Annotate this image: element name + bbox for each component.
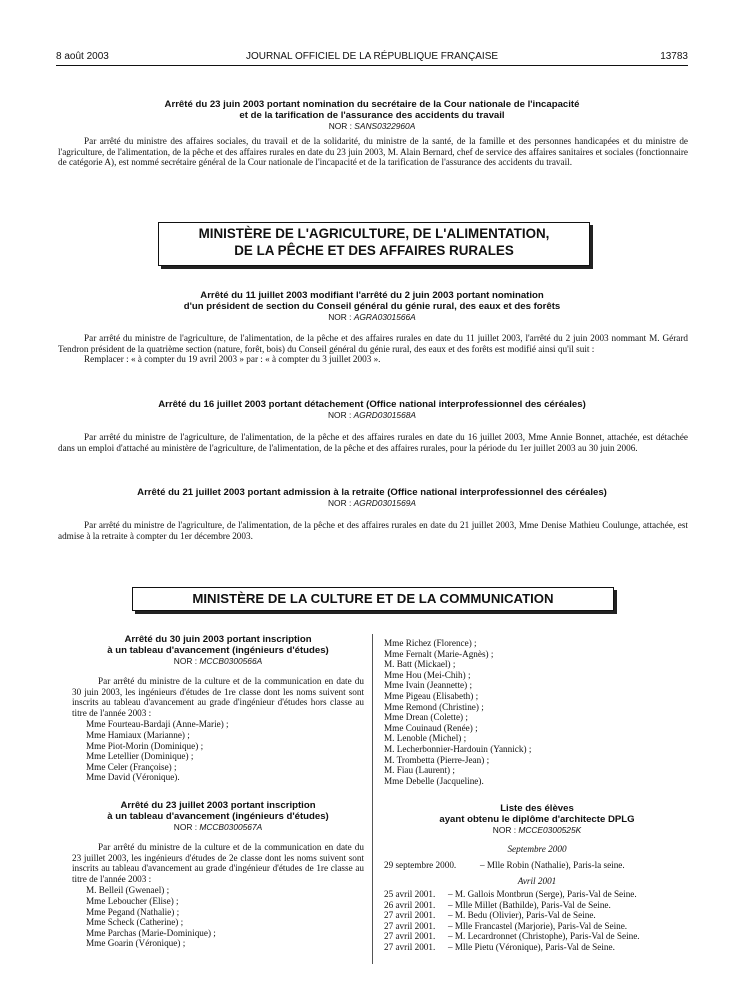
nor-code: AGRD0301569A <box>353 498 416 508</box>
arrete-2-title-line-2: d'un président de section du Conseil général du génie rural, des eaux et des forêts <box>183 301 561 312</box>
header-page-number: 13783 <box>660 51 688 62</box>
list-item: Mme Letellier (Dominique) ; <box>86 751 194 762</box>
left-arrete-2-name-list <box>72 885 364 949</box>
nor-label: NOR : <box>173 656 198 666</box>
list-item: Mme Fernalt (Marie-Agnès) ; <box>384 648 494 659</box>
list-item: Mme Ivain (Jeannette) ; <box>384 680 473 691</box>
arrete-2-body <box>58 333 688 365</box>
list-item: Mme Hou (Mei-Chih) ; <box>384 669 471 680</box>
arrete-3-nor <box>60 410 684 421</box>
entry-text: – Mlle Robin (Nathalie), Paris-la seine. <box>480 859 625 870</box>
list-item: M. Belleil (Gwenael) ; <box>86 885 170 896</box>
list-item: Mme Richez (Florence) ; <box>384 638 477 648</box>
left-arrete-2-title-line-1: Arrêté du 23 juillet 2003 portant inscription <box>120 799 316 811</box>
nor-label: NOR : <box>328 312 352 322</box>
running-header <box>56 51 688 65</box>
list-item: M. Trombetta (Pierre-Jean) ; <box>384 754 490 765</box>
arrete-1-paragraph: Par arrêté du ministre des affaires sociales, du travail et de la solidarité, du ministre de la santé, de la famille et des personnes handicapées et du ministre de l'agriculture, de l'alimentation, de la pêche et des affaires rurales en date du 23 juin 2003, M. Alain Bernard, chef de service des affaires sanitaires et sociales (fonctionnaire de catégorie A), est nommé secrétaire général de la Cour nationale de l'incapacité et de la tarification de l'assurance des accidents du travail. <box>58 136 688 168</box>
ministry-agriculture-box <box>158 222 590 266</box>
nor-label: NOR : <box>328 121 352 131</box>
arrete-4 <box>60 487 684 509</box>
list-item: M. Batt (Mickael) ; <box>384 659 456 670</box>
arrete-1-title-line-2: et de la tarification de l'assurance des accidents du travail <box>239 110 505 121</box>
ministry-agriculture-line-2: DE LA PÊCHE ET DES AFFAIRES RURALES <box>234 243 514 258</box>
list-item <box>384 900 690 911</box>
ministry-culture-title: MINISTÈRE DE LA CULTURE ET DE LA COMMUNICATION <box>192 591 554 606</box>
nor-label: NOR : <box>328 498 352 508</box>
list-item: Mme Pegand (Nathalie) ; <box>86 906 180 917</box>
left-arrete-1-nor <box>72 656 364 667</box>
entry-date: 29 septembre 2000. <box>384 859 457 870</box>
left-arrete-2-paragraph: Par arrêté du ministre de la culture et de la communication en date du 23 juillet 2003, les ingénieurs d'études de 2e classe dont les noms suivent sont inscrits au tableau d'avancement au grade d'ingénieur d'études de 1re classe au titre de l'année 2003 : <box>72 841 364 884</box>
list-item: M. Lenoble (Michel) ; <box>384 733 467 744</box>
nor-label: NOR : <box>173 821 198 832</box>
liste-title-line-1: Liste des élèves <box>500 803 574 815</box>
entry-text: – Mlle Pietu (Véronique), Paris-Val de Seine. <box>448 942 615 953</box>
arrete-1-title-line-1: Arrêté du 23 juin 2003 portant nomination du secrétaire de la Cour nationale de l'incapacité <box>164 99 580 110</box>
left-arrete-2-body <box>72 842 364 884</box>
left-arrete-1 <box>72 634 364 667</box>
entry-text: – M. Gallois Montbrun (Serge), Paris-Val de Seine. <box>448 889 637 900</box>
column-divider <box>372 634 373 964</box>
liste-title-line-2: ayant obtenu le diplôme d'architecte DPLG <box>439 814 635 826</box>
liste-architectes <box>384 803 690 836</box>
header-journal-title: JOURNAL OFFICIEL DE LA RÉPUBLIQUE FRANÇAISE <box>245 51 499 62</box>
arrete-4-paragraph: Par arrêté du ministre de l'agriculture, de l'alimentation, de la pêche et des affaires rurales en date du 21 juillet 2003, Mme Denise Mathieu Coulunge, attachée, est admise à la retraite à compter du 1er décembre 2003. <box>58 520 688 541</box>
left-arrete-1-title-line-2: à un tableau d'avancement (ingénieurs d'études) <box>107 645 329 656</box>
entry-date: 25 avril 2001. <box>384 889 436 900</box>
entry-text: – Mlle Francastel (Marjorie), Paris-Val de Seine. <box>448 920 628 931</box>
entry-text: – Mlle Millet (Bathilde), Paris-Val de Seine. <box>448 899 611 910</box>
ministry-agriculture-line-1: MINISTÈRE DE L'AGRICULTURE, DE L'ALIMENTATION, <box>198 226 550 241</box>
arrete-2 <box>60 290 684 323</box>
list-item <box>384 860 690 871</box>
list-item: Mme Celer (Françoise) ; <box>86 761 177 772</box>
liste-nor <box>384 825 690 836</box>
list-item <box>384 910 690 921</box>
arrete-1 <box>60 99 684 132</box>
list-item: Mme Scheck (Catherine) ; <box>86 917 184 928</box>
arrete-3-paragraph: Par arrêté du ministre de l'agriculture, de l'alimentation, de la pêche et des affaires rurales en date du 16 juillet 2003, Mme Annie Bonnet, attachée, est détachée dans un emploi d'attaché au ministère de l'agriculture, de l'alimentation, de la pêche et des affaires rurales, pour la période du 1er juillet 2003 au 30 juin 2006. <box>58 432 688 453</box>
header-rule <box>56 65 688 66</box>
nor-code: AGRA0301566A <box>353 312 416 322</box>
header-date: 8 août 2003 <box>56 51 109 62</box>
right-column <box>384 638 690 953</box>
list-item: Mme Couinaud (Renée) ; <box>384 722 478 733</box>
left-arrete-2-title-line-2: à un tableau d'avancement (ingénieurs d'études) <box>107 810 329 822</box>
left-column <box>72 634 364 949</box>
nor-code: MCCB0300566A <box>199 656 263 666</box>
left-arrete-1-body <box>72 676 364 718</box>
entry-text: – M. Lecardronnet (Christophe), Paris-Val de Seine. <box>448 931 640 942</box>
nor-code: AGRD0301568A <box>353 410 416 420</box>
arrete-2-paragraph-2: Remplacer : « à compter du 19 avril 2003 » par : « à compter du 3 juillet 2003 ». <box>84 354 381 365</box>
month-heading-april-2001: Avril 2001 <box>517 875 557 886</box>
list-item: Mme Drean (Colette) ; <box>384 712 468 723</box>
arrete-3 <box>60 399 684 421</box>
arrete-2-paragraph: Par arrêté du ministre de l'agriculture, de l'alimentation, de la pêche et des affaires rurales en date du 11 juillet 2003, l'arrêté du 2 juin 2003 nommant M. Gérard Tendron président de la quatrième section (nature, forêt, bois) du Conseil général du génie rural, des eaux et des forêts est modifié ainsi qu'il suit : <box>58 333 688 354</box>
list-item: Mme David (Véronique). <box>86 772 180 783</box>
arrete-4-nor <box>60 498 684 509</box>
left-arrete-1-title-line-1: Arrêté du 30 juin 2003 portant inscription <box>124 634 312 645</box>
left-arrete-2-nor <box>72 822 364 833</box>
month-heading-september-2000: Septembre 2000 <box>507 844 567 855</box>
left-arrete-1-paragraph: Par arrêté du ministre de la culture et de la communication en date du 30 juin 2003, les ingénieurs d'études de 1re classe dont les noms suivent sont inscrits au tableau d'avancement au grade d'ingénieur d'études hors classe au titre de l'année 2003 : <box>72 676 364 718</box>
list-item: Mme Remond (Christine) ; <box>384 701 484 712</box>
list-item: Mme Debelle (Jacqueline). <box>384 775 484 786</box>
list-item: Mme Fourteau-Bardaji (Anne-Marie) ; <box>86 719 229 730</box>
entry-date: 27 avril 2001. <box>384 942 436 953</box>
liste-entries <box>384 844 690 952</box>
list-item: Mme Piot-Morin (Dominique) ; <box>86 740 204 751</box>
list-item <box>384 921 690 932</box>
arrete-1-nor <box>60 121 684 132</box>
entry-date: 26 avril 2001. <box>384 899 436 910</box>
arrete-4-title: Arrêté du 21 juillet 2003 portant admission à la retraite (Office national interprofessionnel des céréales) <box>137 487 607 498</box>
entry-date: 27 avril 2001. <box>384 920 436 931</box>
ministry-culture-box <box>132 587 614 611</box>
list-item: Mme Parchas (Marie-Dominique) ; <box>86 927 216 938</box>
arrete-2-nor <box>60 312 684 323</box>
nor-code: MCCE0300525K <box>518 825 582 836</box>
list-item <box>384 942 690 953</box>
arrete-1-body <box>58 136 688 168</box>
arrete-3-body <box>58 432 688 453</box>
entry-date: 27 avril 2001. <box>384 931 436 942</box>
list-item: Mme Pigeau (Elisabeth) ; <box>384 690 479 701</box>
arrete-2-title-line-1: Arrêté du 11 juillet 2003 modifiant l'arrêté du 2 juin 2003 portant nomination <box>200 290 544 301</box>
list-item: Mme Leboucher (Elise) ; <box>86 895 179 906</box>
arrete-3-title: Arrêté du 16 juillet 2003 portant détachement (Office national interprofessionnel des céréales) <box>158 399 586 410</box>
entry-date: 27 avril 2001. <box>384 910 436 921</box>
nor-code: SANS0322960A <box>354 121 416 131</box>
list-item <box>384 931 690 942</box>
list-item: M. Lecherbonnier-Hardouin (Yannick) ; <box>384 743 532 754</box>
nor-label: NOR : <box>328 410 352 420</box>
left-arrete-1-name-list <box>72 719 364 783</box>
arrete-4-body <box>58 520 688 541</box>
list-item: M. Fiau (Laurent) ; <box>384 765 455 776</box>
list-item <box>384 889 690 900</box>
nor-label: NOR : <box>492 825 517 836</box>
entry-text: – M. Bedu (Olivier), Paris-Val de Seine. <box>448 910 596 921</box>
left-arrete-2 <box>72 800 364 833</box>
right-name-list <box>384 638 690 786</box>
nor-code: MCCB0300567A <box>199 821 263 832</box>
list-item: Mme Goarin (Véronique) ; <box>86 938 186 949</box>
list-item: Mme Hamiaux (Marianne) ; <box>86 729 190 740</box>
